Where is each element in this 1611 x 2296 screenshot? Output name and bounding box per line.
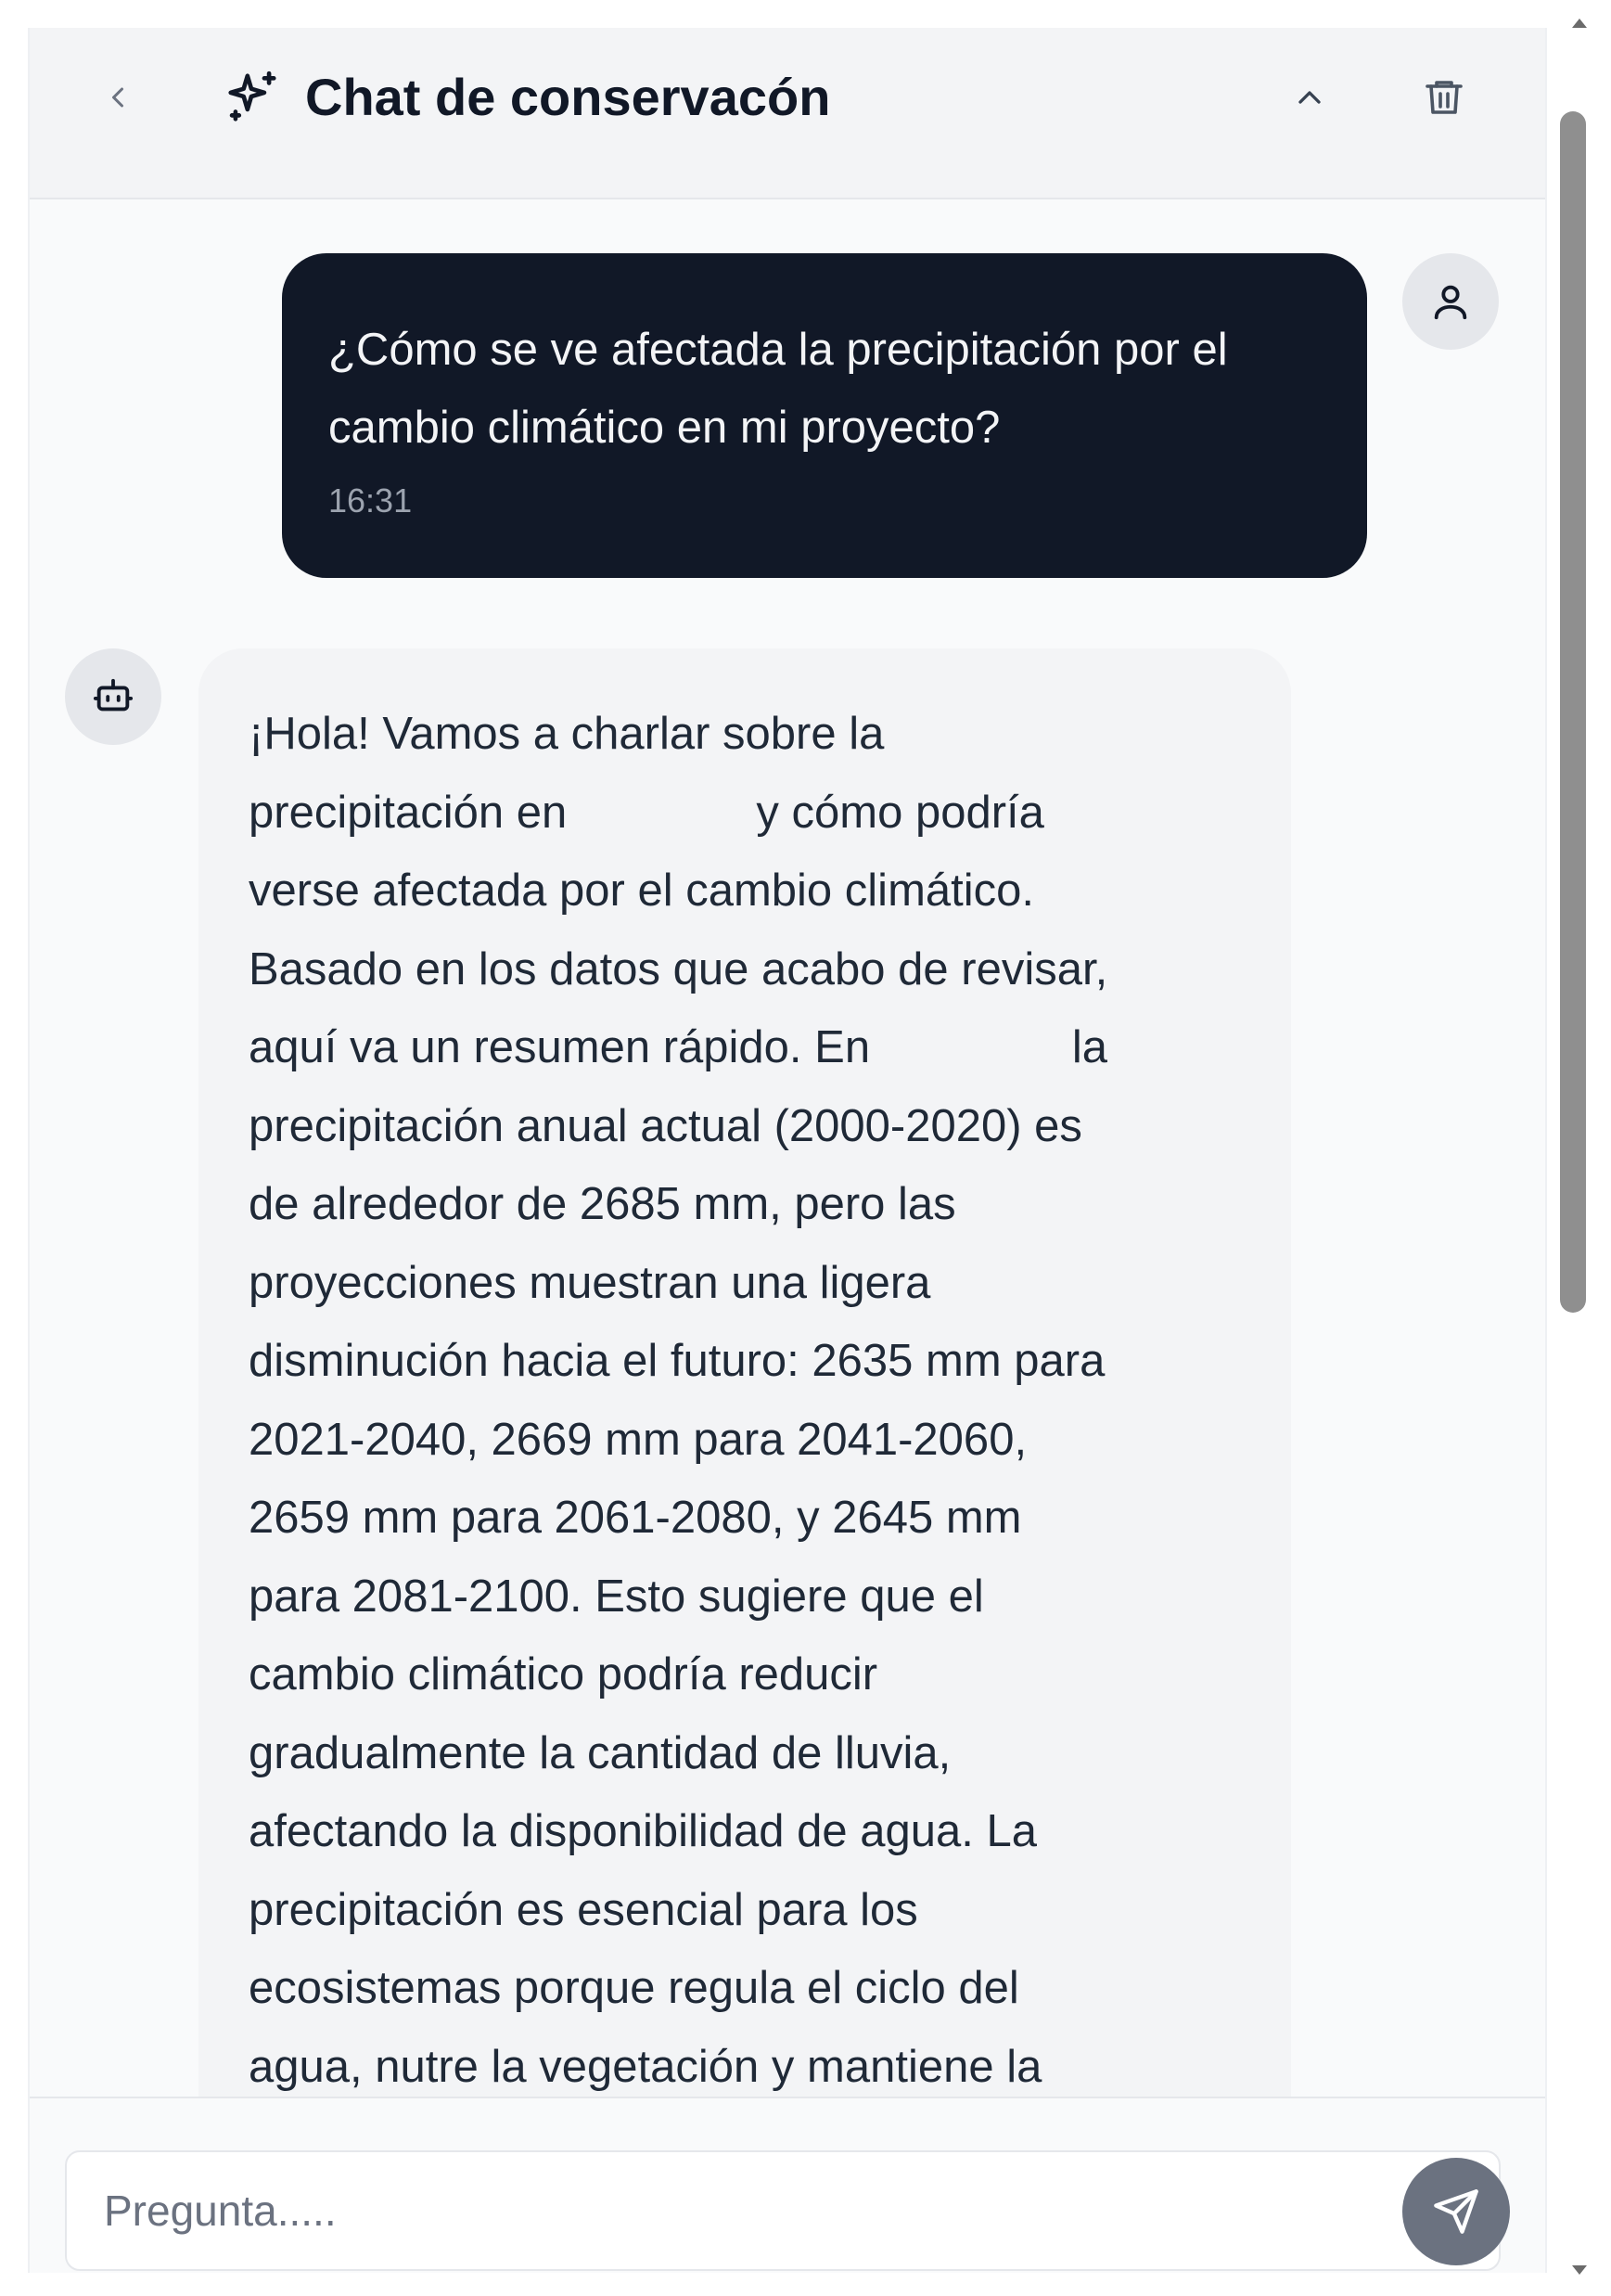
chevron-left-icon bbox=[101, 81, 134, 114]
question-input[interactable] bbox=[67, 2152, 1347, 2269]
scrollbar[interactable] bbox=[1547, 0, 1611, 2296]
message-timestamp: 16:31 bbox=[328, 481, 413, 519]
scroll-up-arrow-icon[interactable] bbox=[1564, 7, 1595, 39]
bot-icon bbox=[92, 675, 134, 718]
question-input-wrapper bbox=[65, 2150, 1501, 2271]
user-message bbox=[282, 253, 1367, 578]
delete-chat-button[interactable] bbox=[1412, 65, 1477, 130]
chat-panel bbox=[28, 28, 1547, 2273]
chat-header bbox=[30, 28, 1545, 199]
bot-avatar bbox=[65, 648, 161, 745]
trash-icon bbox=[1422, 75, 1466, 120]
input-bar bbox=[30, 2097, 1545, 2273]
user-icon bbox=[1429, 280, 1472, 323]
chevron-up-icon bbox=[1291, 79, 1328, 116]
assistant-message bbox=[198, 648, 1291, 2097]
back-button[interactable] bbox=[85, 65, 150, 130]
user-avatar bbox=[1402, 253, 1499, 350]
assistant-message-text: ¡Hola! Vamos a charlar sobre la precipitación en y cómo podría verse afectada por el cambio climático. Basado en los datos que acabo de revisar, aquí va un resumen rápido. En la precipitación anual actual (2000-2020) es de alrededor de 2685 mm, pero las proyecciones muestran una ligera disminución hacia el futuro: 2635 mm para 2021-2040, 2669 mm para 2041-2060, 2659 mm para 2061-2080, y 2645 mm para 2081-2100. Esto sugiere que el cambio climático podría reducir gradualmente la cantidad de lluvia, afectando la disponibilidad de agua. La precipitación es esencial para los ecosistemas porque regula el ciclo del agua, nutre la vegetación y mantiene la bbox=[249, 709, 1108, 2092]
messages-list[interactable] bbox=[30, 201, 1545, 2097]
page-title: Chat de conservacón bbox=[305, 68, 831, 126]
scrollbar-thumb[interactable] bbox=[1560, 111, 1586, 1313]
user-message-text: ¿Cómo se ve afectada la precipitación por el cambio climático en mi proyecto? bbox=[328, 325, 1228, 453]
scroll-down-arrow-icon[interactable] bbox=[1564, 2254, 1595, 2286]
sparkles-icon bbox=[220, 65, 285, 130]
send-button[interactable] bbox=[1402, 2158, 1510, 2265]
collapse-button[interactable] bbox=[1277, 65, 1342, 130]
send-icon bbox=[1432, 2187, 1480, 2236]
